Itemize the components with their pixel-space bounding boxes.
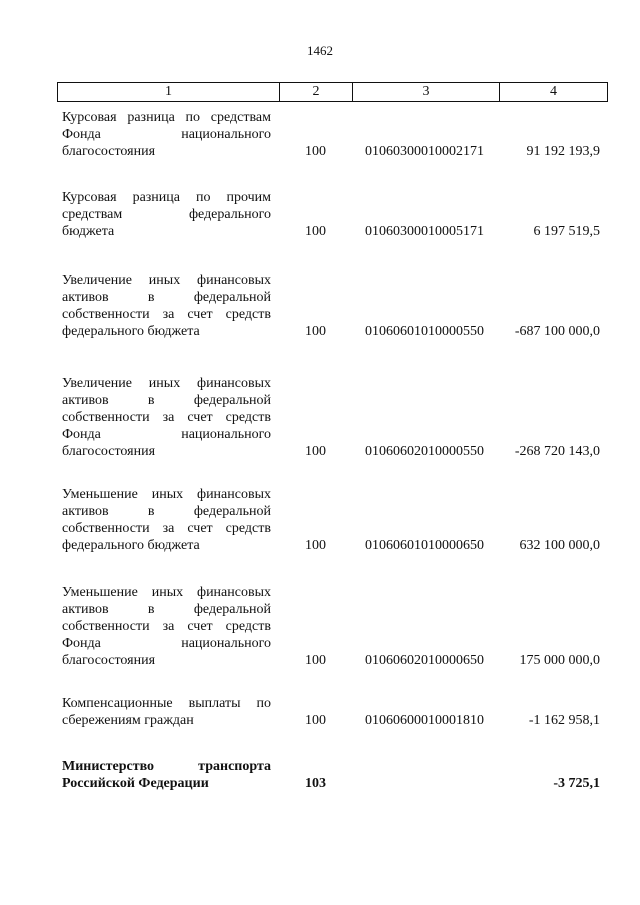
description-line: собственности за счет средств: [62, 521, 271, 536]
row-code: 100: [305, 324, 326, 339]
row-code: 100: [305, 144, 326, 159]
description-line: собственности за счет средств: [62, 410, 271, 425]
description-line: Фонда национального: [62, 427, 271, 442]
row-kbk: 01060602010000550: [365, 444, 484, 459]
description-line: собственности за счет средств: [62, 307, 271, 322]
description-line: Увеличение иных финансовых: [62, 376, 271, 391]
table-header: [57, 82, 608, 102]
row-code: 103: [305, 776, 326, 791]
description-line: благосостояния: [62, 444, 156, 459]
row-code: 100: [305, 713, 326, 728]
description-line: активов в федеральной: [62, 290, 271, 305]
description-line: активов в федеральной: [62, 393, 271, 408]
row-amount: 632 100 000,0: [519, 538, 600, 553]
description-line: Увеличение иных финансовых: [62, 273, 271, 288]
description-line: Министерство транспорта: [62, 759, 271, 774]
row-description: [62, 695, 271, 729]
header-col-2: 2: [279, 83, 352, 101]
row-kbk: 01060300010005171: [365, 224, 484, 239]
row-description: [62, 758, 271, 792]
header-col-4: 4: [499, 83, 607, 101]
description-line: Российской Федерации: [62, 776, 209, 791]
row-description: [62, 375, 271, 460]
description-line: Курсовая разница по прочим: [62, 190, 271, 205]
description-line: Уменьшение иных финансовых: [62, 487, 271, 502]
description-line: Уменьшение иных финансовых: [62, 585, 271, 600]
row-amount: -3 725,1: [553, 776, 600, 791]
row-kbk: 01060601010000650: [365, 538, 484, 553]
description-line: федерального бюджета: [62, 538, 200, 553]
row-kbk: 01060601010000550: [365, 324, 484, 339]
row-code: 100: [305, 653, 326, 668]
row-amount: -268 720 143,0: [514, 444, 600, 459]
row-code: 100: [305, 538, 326, 553]
row-amount: -1 162 958,1: [528, 713, 600, 728]
row-code: 100: [305, 224, 326, 239]
description-line: средствам федерального: [62, 207, 271, 222]
row-kbk: 01060600010001810: [365, 713, 484, 728]
header-col-3: 3: [352, 83, 499, 101]
description-line: федерального бюджета: [62, 324, 200, 339]
description-line: активов в федеральной: [62, 504, 271, 519]
row-code: 100: [305, 444, 326, 459]
row-description: [62, 272, 271, 340]
row-description: [62, 109, 271, 160]
description-line: активов в федеральной: [62, 602, 271, 617]
description-line: бюджета: [62, 224, 115, 239]
page-number: 1462: [307, 43, 333, 58]
row-kbk: 01060602010000650: [365, 653, 484, 668]
description-line: сбережениям граждан: [62, 713, 194, 728]
row-kbk: 01060300010002171: [365, 144, 484, 159]
description-line: благосостояния: [62, 653, 156, 668]
row-description: [62, 189, 271, 240]
header-col-1: 1: [165, 84, 172, 99]
description-line: Фонда национального: [62, 636, 271, 651]
row-amount: 6 197 519,5: [533, 224, 600, 239]
description-line: собственности за счет средств: [62, 619, 271, 634]
description-line: Фонда национального: [62, 127, 271, 142]
row-amount: -687 100 000,0: [514, 324, 600, 339]
description-line: Курсовая разница по средствам: [62, 110, 271, 125]
row-description: [62, 486, 271, 554]
row-amount: 91 192 193,9: [526, 144, 600, 159]
row-amount: 175 000 000,0: [519, 653, 600, 668]
row-description: [62, 584, 271, 669]
description-line: Компенсационные выплаты по: [62, 696, 271, 711]
description-line: благосостояния: [62, 144, 156, 159]
